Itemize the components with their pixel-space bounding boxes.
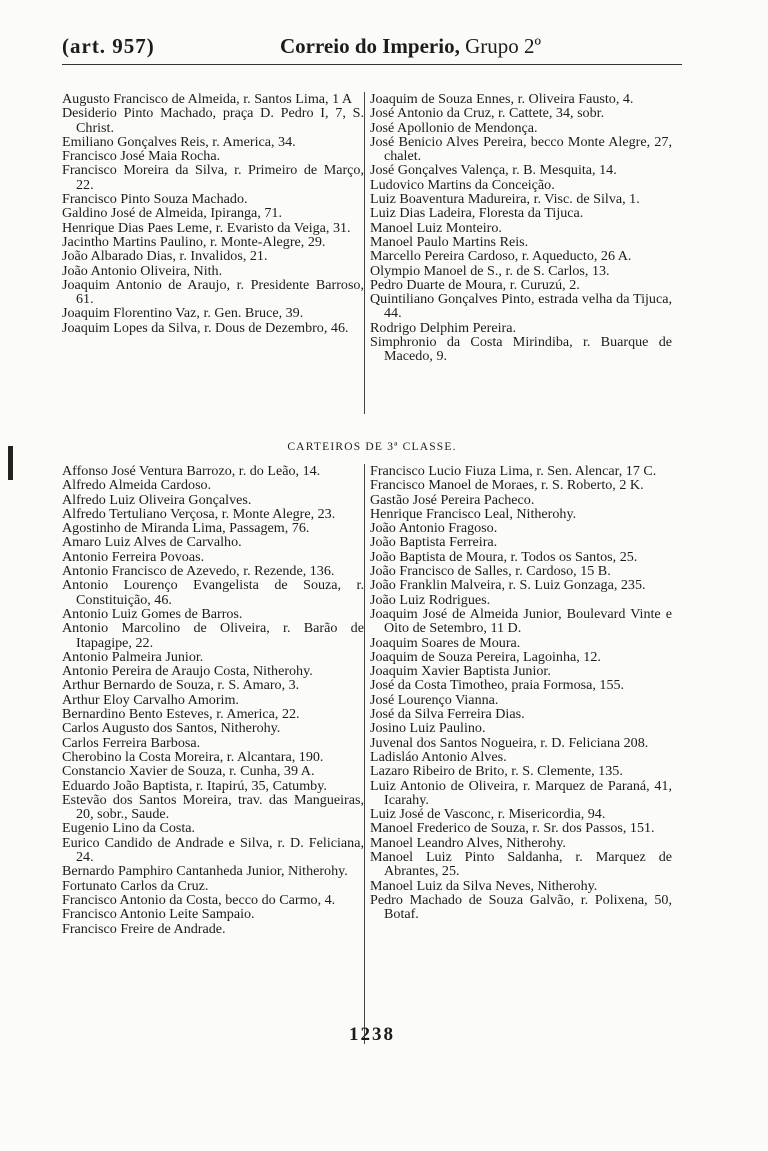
directory-entry: Manoel Paulo Martins Reis. [370, 233, 529, 250]
directory-entry: Henrique Francisco Leal, Nitherohy. [370, 505, 577, 522]
directory-entry: Francisco Lucio Fiuza Lima, r. Sen. Alencar, 17 C. [370, 463, 657, 479]
directory-entry: Gastão José Pereira Pacheco. [370, 491, 535, 508]
directory-entry: Affonso José Ventura Barrozo, r. do Leão, 14. [62, 463, 321, 479]
directory-entry: Manoel Luiz da Silva Neves, Nitherohy. [370, 877, 598, 894]
directory-entry: Manoel Frederico de Souza, r. Sr. dos Passos, 151. [370, 820, 655, 837]
directory-entry: José Gonçalves Valença, r. B. Mesquita, 14. [370, 162, 617, 179]
running-header [62, 34, 682, 64]
directory-entry: João Antonio Oliveira, Nith. [62, 262, 223, 279]
directory-entry: José Lourenço Vianna. [370, 691, 499, 708]
top-right-column [370, 92, 672, 364]
directory-entry: Simphronio da Costa Mirindiba, r. Buarque de Macedo, 9. [370, 334, 672, 365]
directory-entry: João Luiz Rodrigues. [370, 591, 491, 608]
directory-entry: Bernardino Bento Esteves, r. America, 22. [62, 706, 300, 723]
directory-entry: Rodrigo Delphim Pereira. [370, 319, 516, 336]
directory-entry: Galdino José de Almeida, Ipiranga, 71. [62, 205, 282, 222]
directory-entry: Joaquim Florentino Vaz, r. Gen. Bruce, 39. [62, 305, 304, 322]
directory-entry: João Baptista Ferreira. [370, 534, 498, 551]
directory-entry: Alfredo Luiz Oliveira Gonçalves. [62, 491, 252, 508]
directory-entry: Ladisláo Antonio Alves. [370, 748, 507, 765]
directory-entry: Antonio Ferreira Povoas. [62, 548, 205, 565]
directory-entry: Emiliano Gonçalves Reis, r. America, 34. [62, 133, 296, 150]
directory-entry: Carlos Augusto dos Santos, Nitherohy. [62, 720, 281, 737]
directory-entry: Alfredo Tertuliano Verçosa, r. Monte Alegre, 23. [62, 505, 336, 522]
directory-entry: João Antonio Fragoso. [370, 520, 498, 537]
directory-entry: Lazaro Ribeiro de Brito, r. S. Clemente, 135. [370, 763, 623, 780]
directory-entry: Francisco Antonio da Costa, becco do Carmo, 4. [62, 891, 336, 908]
directory-entry: Manoel Luiz Pinto Saldanha, r. Marquez de Abrantes, 25. [370, 849, 672, 880]
bottom-left-column [62, 464, 364, 936]
directory-entry: José Benicio Alves Pereira, becco Monte Alegre, 27, chalet. [370, 133, 672, 165]
margin-ink-mark [8, 446, 13, 480]
directory-entry: Amaro Luiz Alves de Carvalho. [62, 534, 242, 551]
journal-name: Correio do Imperio, [280, 34, 460, 58]
directory-entry: Antonio Luiz Gomes de Barros. [62, 605, 243, 622]
directory-entry: Augusto Francisco de Almeida, r. Santos Lima, 1 A [62, 91, 353, 107]
group-label: Grupo 2º [459, 34, 542, 58]
directory-entry: José da Silva Ferreira Dias. [370, 706, 525, 723]
directory-entry: Francisco Antonio Leite Sampaio. [62, 906, 255, 923]
directory-entry: Pedro Machado de Souza Galvão, r. Polixena, 50, Botaf. [370, 891, 672, 923]
directory-entry: Bernardo Pamphiro Cantanheda Junior, Nitherohy. [62, 863, 348, 880]
directory-entry: Henrique Dias Paes Leme, r. Evaristo da Veiga, 31. [62, 219, 351, 236]
journal-title [280, 34, 541, 59]
directory-entry: Josino Luiz Paulino. [370, 720, 486, 737]
directory-entry: Pedro Duarte de Moura, r. Curuzú, 2. [370, 276, 580, 293]
article-number: (art. 957) [62, 34, 155, 58]
directory-entry: Antonio Lourenço Evangelista de Souza, r. Constituição, 46. [62, 577, 364, 608]
directory-entry: Jacintho Martins Paulino, r. Monte-Alegre, 29. [62, 233, 326, 250]
directory-entry: Joaquim Lopes da Silva, r. Dous de Dezembro, 46. [62, 319, 349, 336]
directory-entry: Luiz Antonio de Oliveira, r. Marquez de Paraná, 41, Icarahy. [370, 777, 672, 808]
directory-entry: Luiz Boaventura Madureira, r. Visc. de Silva, 1. [370, 191, 640, 208]
directory-entry: Luiz Dias Ladeira, Floresta da Tijuca. [370, 205, 584, 222]
directory-entry: Manoel Luiz Monteiro. [370, 219, 502, 236]
directory-entry: Antonio Palmeira Junior. [62, 648, 204, 665]
directory-entry: Juvenal dos Santos Nogueira, r. D. Feliciana 208. [370, 734, 649, 751]
directory-entry: Antonio Pereira de Araujo Costa, Nitherohy. [62, 663, 313, 680]
directory-entry: Quintiliano Gonçalves Pinto, estrada velha da Tijuca, 44. [370, 291, 672, 322]
column-divider-bottom [364, 464, 365, 1044]
directory-entry: José da Costa Timotheo, praia Formosa, 155. [370, 677, 625, 694]
directory-entry: Carlos Ferreira Barbosa. [62, 734, 201, 751]
directory-entry: João Baptista de Moura, r. Todos os Santos, 25. [370, 548, 638, 565]
section-title: CARTEIROS DE 3ª CLASSE. [287, 441, 457, 453]
directory-entry: Antonio Marcolino de Oliveira, r. Barão de Itapagipe, 22. [62, 620, 364, 651]
directory-entry: Manoel Leandro Alves, Nitherohy. [370, 834, 566, 851]
directory-entry: Francisco Freire de Andrade. [62, 920, 226, 937]
directory-entry: Joaquim de Souza Ennes, r. Oliveira Fausto, 4. [370, 91, 634, 107]
top-left-column [62, 92, 364, 335]
directory-entry: Joaquim José de Almeida Junior, Boulevard Vinte e Oito de Setembro, 11 D. [370, 605, 672, 637]
directory-entry: José Antonio da Cruz, r. Cattete, 34, sobr. [370, 105, 605, 122]
directory-entry: Fortunato Carlos da Cruz. [62, 877, 209, 894]
directory-entry: Arthur Eloy Carvalho Amorim. [62, 691, 239, 708]
header-rule [62, 64, 682, 65]
directory-entry: Eurico Candido de Andrade e Silva, r. D. Feliciana, 24. [62, 834, 364, 866]
directory-entry: Francisco Manoel de Moraes, r. S. Roberto, 2 K. [370, 477, 644, 494]
directory-entry: Antonio Francisco de Azevedo, r. Rezende, 136. [62, 563, 335, 580]
column-divider-top [364, 92, 365, 414]
bottom-right-column [370, 464, 672, 922]
directory-entry: Agostinho de Miranda Lima, Passagem, 76. [62, 520, 310, 537]
directory-entry: Eduardo João Baptista, r. Itapirú, 35, Catumby. [62, 777, 327, 794]
directory-entry: Francisco Moreira da Silva, r. Primeiro de Março, 22. [62, 162, 364, 193]
directory-entry: João Franklin Malveira, r. S. Luiz Gonzaga, 235. [370, 577, 646, 594]
directory-entry: Alfredo Almeida Cardoso. [62, 477, 212, 494]
directory-entry: João Albarado Dias, r. Invalidos, 21. [62, 248, 268, 265]
directory-entry: Olympio Manoel de S., r. de S. Carlos, 13. [370, 262, 610, 279]
directory-entry: Constancio Xavier de Souza, r. Cunha, 39 A. [62, 763, 315, 780]
directory-entry: Desiderio Pinto Machado, praça D. Pedro I, 7, S. Christ. [62, 105, 364, 136]
directory-entry: Marcello Pereira Cardoso, r. Aqueducto, 26 A. [370, 248, 632, 265]
directory-entry: José Apollonio de Mendonça. [370, 119, 538, 136]
directory-entry: Francisco Pinto Souza Machado. [62, 191, 248, 208]
directory-entry: Estevão dos Santos Moreira, trav. das Mangueiras, 20, sobr., Saude. [62, 791, 364, 823]
directory-entry: Joaquim de Souza Pereira, Lagoinha, 12. [370, 648, 601, 665]
page-number: 1238 [349, 1024, 395, 1045]
directory-entry: Eugenio Lino da Costa. [62, 820, 196, 837]
directory-entry: Joaquim Xavier Baptista Junior. [370, 663, 551, 680]
directory-entry: Ludovico Martins da Conceição. [370, 176, 555, 193]
directory-entry: João Francisco de Salles, r. Cardoso, 15 B. [370, 563, 611, 580]
directory-entry: Luiz José de Vasconc, r. Misericordia, 94. [370, 806, 606, 823]
directory-entry: Joaquim Antonio de Araujo, r. Presidente Barroso, 61. [62, 276, 364, 308]
directory-entry: Francisco José Maia Rocha. [62, 148, 221, 165]
directory-entry: Cherobino la Costa Moreira, r. Alcantara, 190. [62, 748, 324, 765]
directory-entry: Arthur Bernardo de Souza, r. S. Amaro, 3. [62, 677, 300, 694]
directory-entry: Joaquim Soares de Moura. [370, 634, 521, 651]
